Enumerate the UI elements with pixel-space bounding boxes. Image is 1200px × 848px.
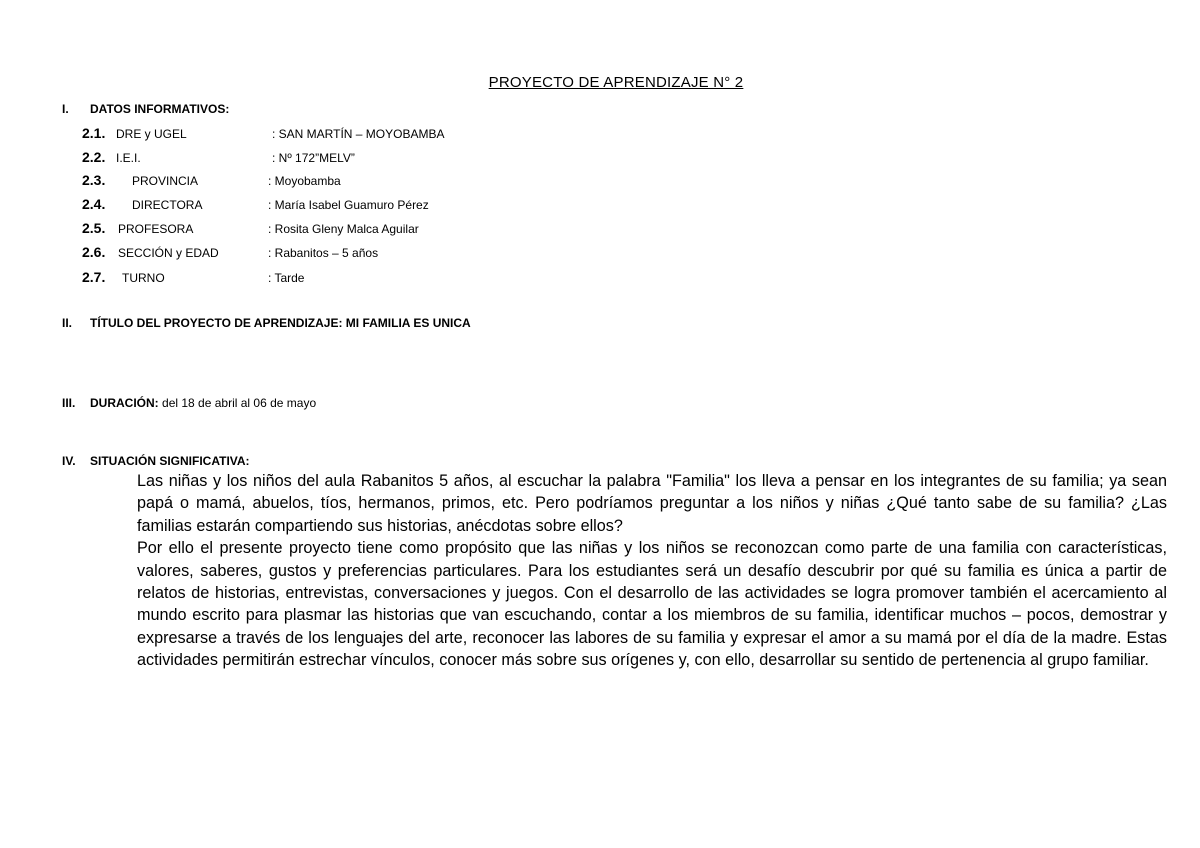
info-value: : María Isabel Guamuro Pérez [268, 198, 429, 212]
info-value: : SAN MARTÍN – MOYOBAMBA [272, 127, 445, 141]
info-number: 2.3. [82, 172, 106, 188]
situacion-text [137, 470, 1167, 672]
info-value: : Nº 172”MELV” [272, 151, 355, 165]
info-label: I.E.I. [116, 151, 141, 165]
info-label: DIRECTORA [132, 198, 203, 212]
section-title: SITUACIÓN SIGNIFICATIVA: [90, 454, 250, 468]
section-number: IV. [62, 454, 76, 468]
info-number: 2.5. [82, 220, 106, 236]
info-label: TURNO [122, 271, 165, 285]
info-number: 2.7. [82, 269, 106, 285]
info-number: 2.2. [82, 149, 106, 165]
section-datos-heading [62, 102, 229, 116]
info-label: PROFESORA [118, 222, 194, 236]
document-title: PROYECTO DE APRENDIZAJE N° 2 [488, 74, 744, 91]
info-label: SECCIÓN y EDAD [118, 246, 219, 260]
section-number: III. [62, 396, 76, 410]
section-number: II. [62, 316, 73, 330]
info-label: PROVINCIA [132, 174, 199, 188]
section-number: I. [62, 102, 69, 116]
section-situacion-heading [62, 454, 250, 468]
section-duracion-heading [62, 396, 316, 410]
info-label: DRE y UGEL [116, 127, 187, 141]
info-value: : Rabanitos – 5 años [268, 246, 379, 260]
section-titulo-heading [62, 316, 471, 330]
section-title: DATOS INFORMATIVOS: [90, 102, 230, 116]
situacion-paragraph-2: Por ello el presente proyecto tiene como propósito que las niñas y los niños se reconozcan como parte de una familia con características, valores, saberes, gustos y preferencias particulares. Para los estudiantes será un desafío descubrir por qué su familia es única a partir de relatos de historias, entrevistas, conversaciones y juegos. Con el desarrollo de las actividades se logra promover también el acercamiento al mundo escrito para plasmar las historias que van escuchando, contar a los miembros de su familia, identificar muchos – pocos, demostrar y expresarse a través de los lenguajes del arte, reconocer las labores de su familia y expresar el amor a su mamá por el día de la madre. Estas actividades permitirán estrechar vínculos, conocer más sobre sus orígenes y, con ello, desarrollar su sentido de pertenencia al grupo familiar. [137, 539, 1167, 670]
info-number: 2.4. [82, 196, 106, 212]
info-value: : Rosita Gleny Malca Aguilar [268, 222, 419, 236]
info-number: 2.6. [82, 244, 106, 260]
info-value: : Tarde [268, 271, 305, 285]
info-number: 2.1. [82, 125, 106, 141]
situacion-paragraph-1: Las niñas y los niños del aula Rabanitos 5 años, al escuchar la palabra "Familia" los lleva a pensar en los integrantes de su familia; ya sean papá o mamá, abuelos, tíos, hermanos, primos, etc. Pero podríamos preguntar a los niños y niñas ¿Qué tanto sabe de su familia? ¿Las familias estarán compartiendo sus historias, anécdotas sobre ellos? [137, 472, 1167, 535]
section-title: DURACIÓN: [90, 396, 159, 410]
duracion-value: del 18 de abril al 06 de mayo [162, 396, 317, 410]
info-value: : Moyobamba [268, 174, 341, 188]
section-title: TÍTULO DEL PROYECTO DE APRENDIZAJE: MI FAMILIA ES UNICA [90, 316, 471, 330]
